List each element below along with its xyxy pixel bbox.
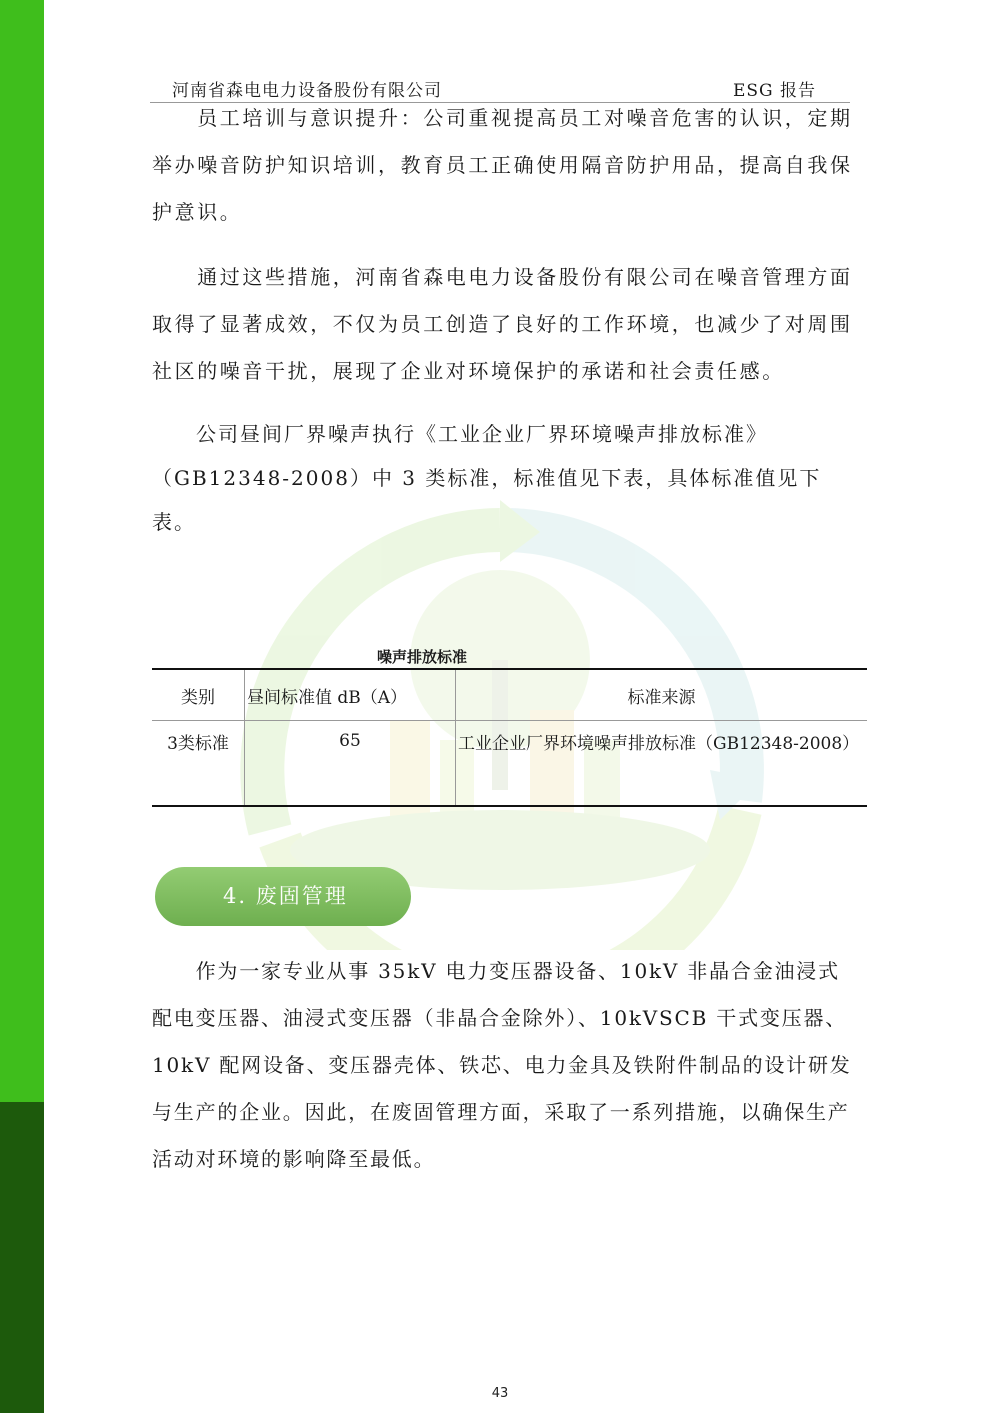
section-heading-solid-waste: 4. 废固管理 bbox=[155, 867, 411, 926]
paragraph-noise-results: 通过这些措施，河南省森电电力设备股份有限公司在噪音管理方面取得了显著成效，不仅为员工创造了良好的工作环境，也减少了对周围社区的噪音干扰，展现了企业对环境保护的承诺和社会责任感。 bbox=[152, 265, 853, 383]
header-report-title: ESG 报告 bbox=[732, 81, 816, 101]
sidebar-accent-top bbox=[0, 0, 44, 1102]
table-row bbox=[152, 721, 867, 807]
table-cell-category: 3类标准 bbox=[152, 721, 245, 807]
paragraph-noise-standard: 公司昼间厂界噪声执行《工业企业厂界环境噪声排放标准》（GB12348-2008）中 3 类标准，标准值见下表，具体标准值见下表。 bbox=[152, 422, 822, 534]
table-header-category: 类别 bbox=[152, 669, 245, 721]
paragraph-employee-training: 员工培训与意识提升：公司重视提高员工对噪音危害的认识，定期举办噪音防护知识培训，教育员工正确使用隔音防护用品，提高自我保护意识。 bbox=[152, 106, 853, 224]
table-cell-source: 工业企业厂界环境噪声排放标准（GB12348-2008） bbox=[456, 721, 868, 807]
sidebar-accent-bottom bbox=[0, 1102, 44, 1413]
table-cell-daytime-value: 65 bbox=[245, 721, 456, 807]
page-number: 43 bbox=[491, 1386, 509, 1401]
table-caption: 噪声排放标准 bbox=[376, 648, 467, 666]
table-header-source: 标准来源 bbox=[456, 669, 868, 721]
table-header-row bbox=[152, 669, 867, 721]
table-header-daytime-value: 昼间标准值 dB（A） bbox=[245, 669, 456, 721]
paragraph-company-scope: 作为一家专业从事 35kV 电力变压器设备、10kV 非晶合金油浸式配电变压器、油浸式变压器（非晶合金除外）、10kVSCB 干式变压器、10kV 配网设备、变压器壳体、铁芯、电力金具及铁附件制品的设计研发与生产的企业。因此，在废固管理方面，采取了一系列措施，以确保生产活动对环境的影响降至最低。 bbox=[152, 959, 852, 1171]
header-company-name: 河南省森电电力设备股份有限公司 bbox=[172, 81, 442, 101]
noise-standard-table bbox=[152, 668, 867, 798]
